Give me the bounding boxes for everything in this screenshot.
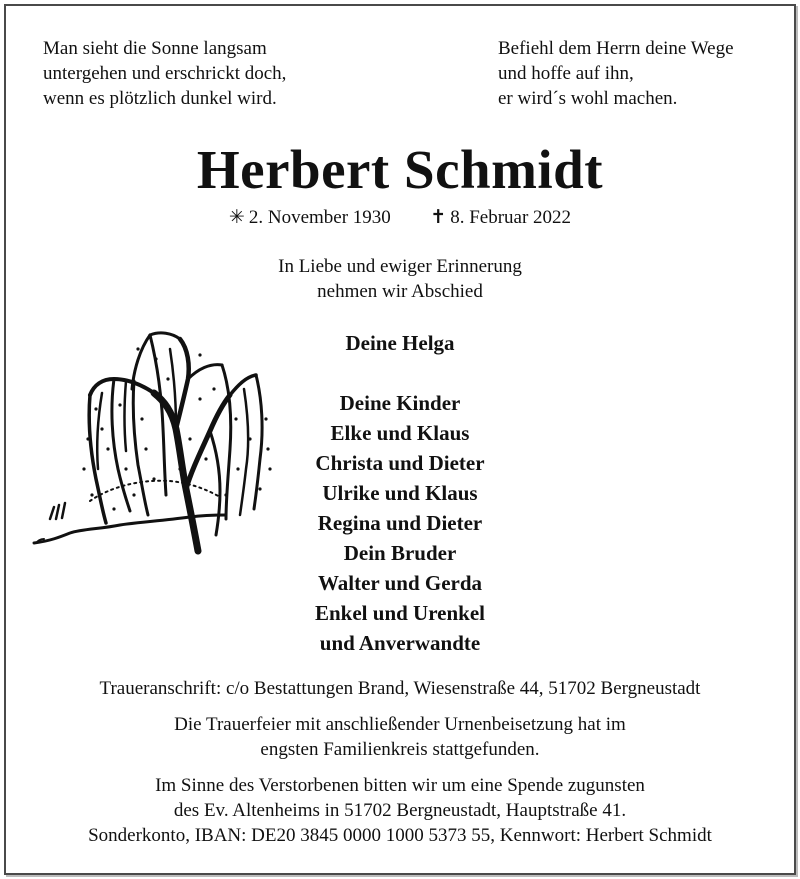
signer-line: Walter und Gerda — [317, 571, 483, 595]
verse-left-line: wenn es plötzlich dunkel wird. — [43, 88, 277, 109]
donation-line: Im Sinne des Verstorbenen bitten wir um eine Spende zugunsten — [155, 775, 645, 796]
verse-right-line: er wird´s wohl machen. — [498, 88, 678, 109]
mourning-address: Traueranschrift: c/o Bestattungen Brand, Wiesenstraße 44, 51702 Bergneustadt — [99, 678, 701, 699]
death-date: 8. Februar 2022 — [450, 207, 572, 228]
signer-line: Elke und Klaus — [330, 421, 470, 445]
dedication — [6, 254, 794, 304]
donation-note — [6, 773, 794, 848]
life-dates — [6, 206, 794, 230]
deceased-name: Herbert Schmidt — [196, 139, 604, 200]
verse-right-line: Befiehl dem Herrn deine Wege — [498, 38, 734, 59]
donation-line: des Ev. Altenheims in 51702 Bergneustadt, Hauptstraße 41. — [173, 800, 627, 821]
signers — [6, 328, 794, 658]
ceremony-line: engsten Familienkreis stattgefunden. — [260, 739, 540, 760]
verse-right — [498, 36, 734, 111]
death-cross-icon: ✝ — [430, 207, 447, 228]
signer-spouse: Deine Helga — [345, 331, 455, 355]
dedication-line: nehmen wir Abschied — [317, 281, 483, 302]
verse-left-line: Man sieht die Sonne langsam — [43, 38, 267, 59]
signer-line: und Anverwandte — [319, 631, 481, 655]
death-date-group — [430, 206, 571, 230]
dedication-line: In Liebe und ewiger Erinnerung — [278, 256, 522, 277]
birth-star-icon: ✳ — [228, 207, 245, 228]
donation-line: Sonderkonto, IBAN: DE20 3845 0000 1000 5373 55, Kennwort: Herbert Schmidt — [88, 825, 712, 846]
ceremony-note — [6, 712, 794, 762]
obituary-notice — [4, 4, 796, 875]
verse-left-line: untergehen und erschrickt doch, — [43, 63, 287, 84]
signer-line: Christa und Dieter — [315, 451, 485, 475]
birth-date-group — [229, 206, 391, 230]
signer-line: Deine Kinder — [339, 391, 461, 415]
signer-line: Dein Bruder — [343, 541, 457, 565]
birth-date: 2. November 1930 — [248, 207, 391, 228]
signer-line: Regina und Dieter — [317, 511, 483, 535]
verse-right-line: und hoffe auf ihn, — [498, 63, 634, 84]
ceremony-line: Die Trauerfeier mit anschließender Urnenbeisetzung hat im — [174, 714, 626, 735]
signer-line: Enkel und Urenkel — [315, 601, 485, 625]
signer-line: Ulrike und Klaus — [322, 481, 478, 505]
verse-left — [43, 36, 286, 111]
